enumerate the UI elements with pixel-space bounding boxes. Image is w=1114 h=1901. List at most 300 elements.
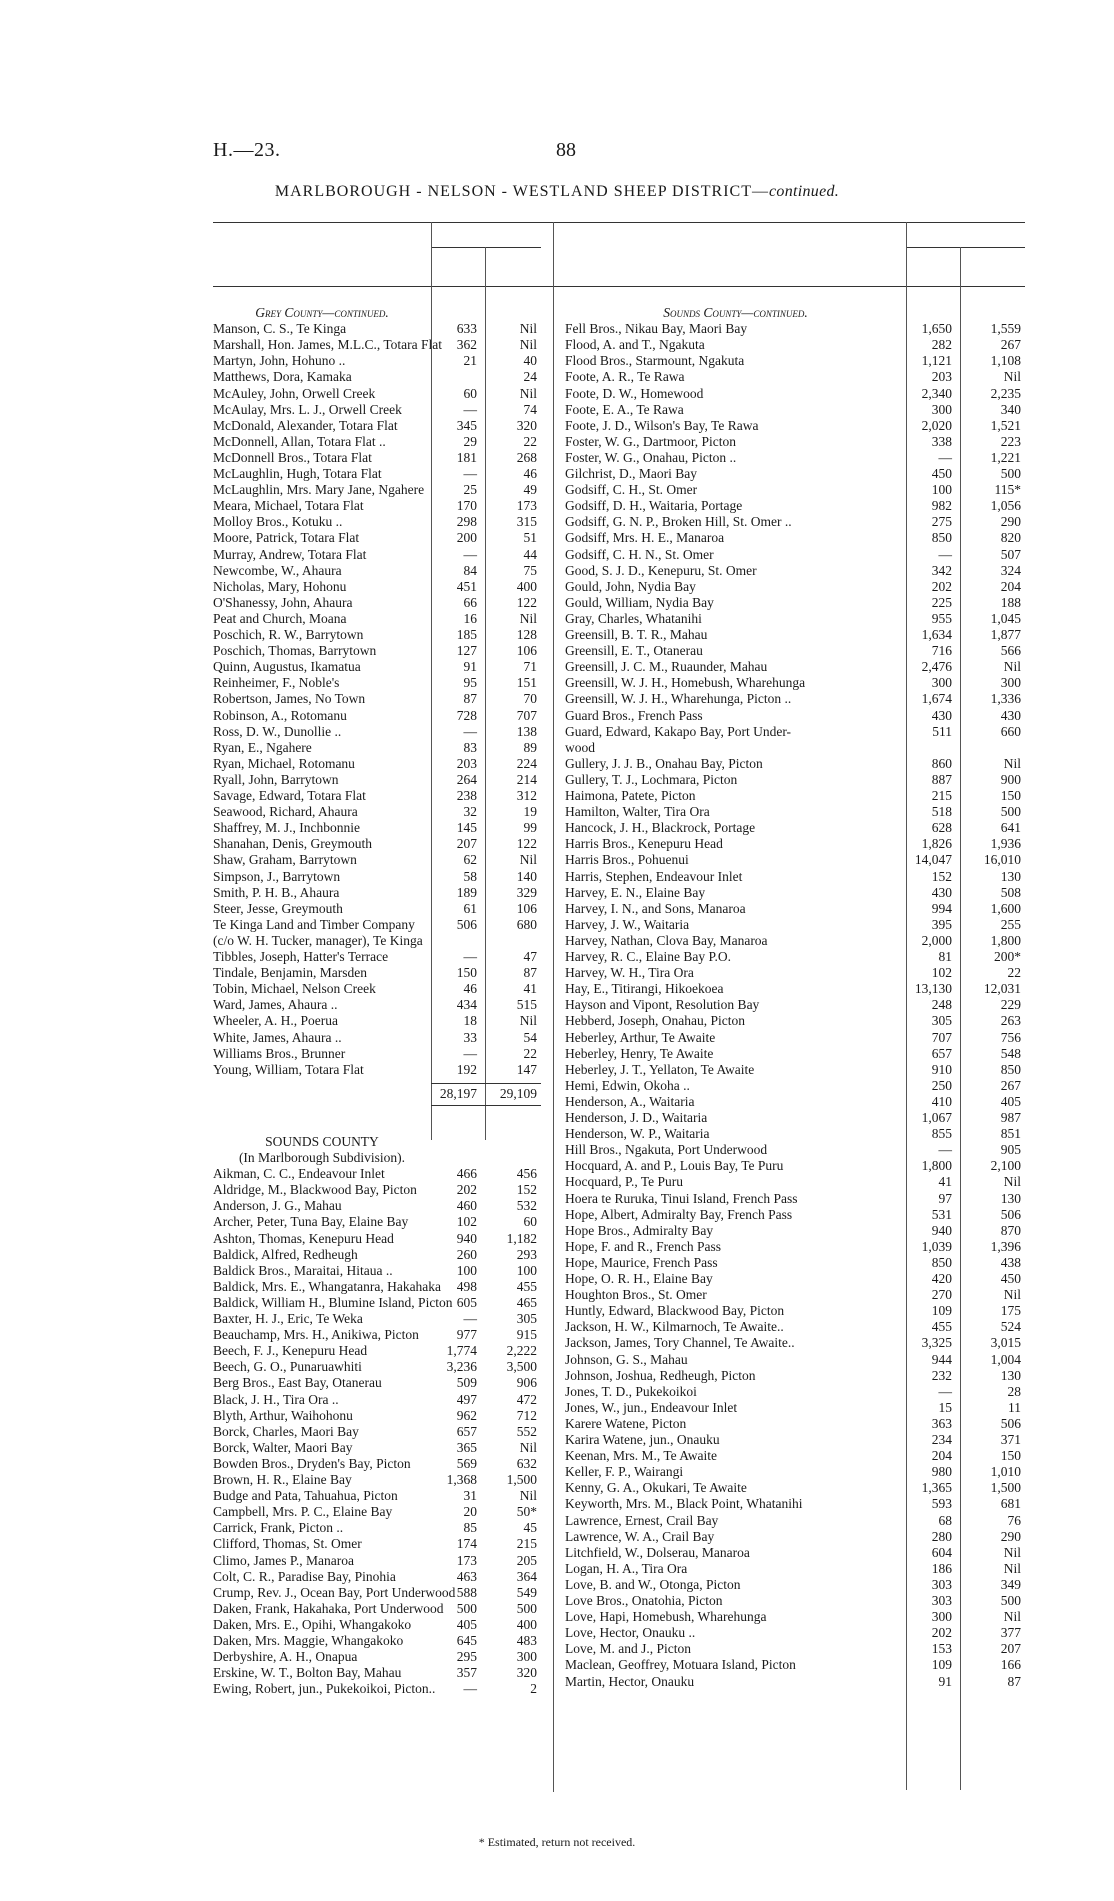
- table-row: [565, 1335, 1025, 1351]
- table-row: [565, 386, 1025, 402]
- row-name: Gilchrist, D., Maori Bay: [565, 466, 697, 481]
- row-name: Moore, Patrick, Totara Flat: [213, 530, 360, 546]
- row-sheep-1914: 186: [931, 1560, 952, 1576]
- row-name: Karere Watene, Picton: [565, 1415, 687, 1431]
- row-name: Guard Bros., French Pass: [565, 707, 703, 723]
- row-name: Hope, F. and R., French Pass: [565, 1238, 722, 1254]
- row-name: Hemi, Edwin, Okoha ..: [565, 1077, 690, 1093]
- row-sheep-1914: 300: [931, 675, 952, 691]
- row-sheep-1915: 1,045: [990, 610, 1021, 626]
- row-sheep-1914: 150: [456, 965, 477, 981]
- table-row: [213, 1569, 541, 1585]
- row-name: Seawood, Richard, Ahaura: [213, 804, 358, 820]
- row-name: Ross, D. W., Dunollie ..: [213, 723, 342, 739]
- row-sheep-1914: 303: [931, 1593, 952, 1608]
- row-name: Beech, G. O., Punaruawhiti: [213, 1359, 362, 1375]
- row-sheep-1915: 150: [1000, 1448, 1021, 1464]
- row-name: Brown, H. R., Elaine Bay: [213, 1472, 352, 1487]
- row-name: Shaw, Graham, Barrytown: [213, 852, 357, 868]
- row-sheep-1915: 267: [1000, 337, 1021, 353]
- row-sheep-1915: Nil: [1003, 369, 1021, 385]
- row-sheep-1914: 430: [931, 707, 952, 723]
- row-name: Greensill, J. C. M., Ruaunder, Mahau: [565, 659, 768, 675]
- row-sheep-1915: Nil: [1003, 1560, 1021, 1576]
- row-name: Heberley, Henry, Te Awaite: [565, 1045, 714, 1061]
- row-sheep-1915: 405: [1000, 1093, 1021, 1109]
- table-row: [565, 434, 1025, 450]
- table-row: [565, 369, 1025, 385]
- row-sheep-1915: 2,100: [990, 1158, 1021, 1174]
- row-sheep-1914: 657: [931, 1045, 952, 1061]
- row-name: Harvey, J. W., Waitaria: [565, 916, 690, 932]
- row-sheep-1915: 263: [1000, 1013, 1021, 1029]
- row-sheep-1914: 531: [931, 1206, 952, 1222]
- row-sheep-1914: 500: [456, 1600, 477, 1616]
- row-sheep-1914: 395: [931, 916, 952, 932]
- row-name: Logan, H. A., Tira Ora: [565, 1560, 688, 1576]
- table-row: [213, 418, 541, 434]
- table-row: [565, 1239, 1025, 1255]
- row-sheep-1914: 2,020: [921, 417, 952, 433]
- table-row: [213, 1504, 541, 1520]
- row-sheep-1915: 377: [1000, 1625, 1021, 1641]
- row-sheep-1914: 200: [456, 530, 477, 546]
- row-sheep-1914: 604: [931, 1544, 952, 1560]
- row-sheep-1915: 22: [1007, 965, 1021, 981]
- row-sheep-1914: 13,130: [914, 981, 952, 997]
- row-sheep-1914: —: [463, 546, 477, 562]
- row-sheep-1915: Nil: [519, 321, 537, 337]
- table-row: [213, 1343, 541, 1359]
- row-name: Matthews, Dora, Kamaka: [213, 369, 352, 385]
- table-row: [565, 627, 1025, 643]
- table-row: [213, 1030, 541, 1046]
- row-sheep-1914: 207: [456, 836, 477, 852]
- row-sheep-1915: 130: [1000, 1367, 1021, 1383]
- row-sheep-1915: 1,004: [990, 1351, 1021, 1367]
- row-sheep-1914: 1,039: [921, 1238, 952, 1254]
- row-name: McLaughlin, Hugh, Totara Flat: [213, 466, 382, 481]
- row-sheep-1914: 450: [931, 466, 952, 481]
- table-row: [565, 740, 1025, 756]
- table-row: [213, 530, 541, 546]
- row-name: Foote, J. D., Wilson's Bay, Te Rawa: [565, 417, 759, 433]
- rule-horizontal: [431, 1083, 541, 1084]
- row-sheep-1914: 944: [931, 1351, 952, 1367]
- table-row: [565, 1577, 1025, 1593]
- table-row: [213, 402, 541, 418]
- row-sheep-1914: 282: [931, 337, 952, 353]
- row-sheep-1914: 451: [456, 578, 477, 594]
- row-name: Hope, O. R. H., Elaine Bay: [565, 1271, 713, 1286]
- table-row: [213, 852, 541, 868]
- row-sheep-1915: 756: [1000, 1029, 1021, 1045]
- row-name: Carrick, Frank, Picton ..: [213, 1520, 344, 1536]
- row-sheep-1915: 430: [1000, 707, 1021, 723]
- title-main: MARLBOROUGH - NELSON - WESTLAND SHEEP DISTRICT—: [274, 183, 769, 200]
- footnote: * Estimated, return not received.: [478, 1835, 636, 1849]
- table-row: [565, 724, 1025, 740]
- row-sheep-1914: 145: [456, 820, 477, 836]
- row-sheep-1915: 3,500: [506, 1359, 537, 1375]
- row-sheep-1914: 202: [931, 1625, 952, 1641]
- row-sheep-1915: 60: [523, 1214, 537, 1230]
- row-name: Martyn, John, Hohuno ..: [213, 353, 346, 369]
- row-sheep-1914: 215: [931, 788, 952, 803]
- row-name: Keller, F. P., Wairangi: [565, 1464, 684, 1480]
- row-sheep-1915: 12,031: [983, 981, 1021, 997]
- row-name: Foote, E. A., Te Rawa: [565, 401, 684, 417]
- row-name: (c/o W. H. Tucker, manager), Te Kinga: [213, 932, 423, 948]
- table-row: [565, 1207, 1025, 1223]
- row-sheep-1915: 140: [516, 868, 537, 884]
- table-row: [565, 1255, 1025, 1271]
- row-sheep-1915: 1,936: [990, 836, 1021, 852]
- row-sheep-1915: 100: [516, 1262, 537, 1278]
- row-sheep-1915: 1,559: [990, 321, 1021, 337]
- table-row: [565, 885, 1025, 901]
- table-row: [213, 482, 541, 498]
- row-sheep-1914: 463: [456, 1568, 477, 1584]
- row-sheep-1914: —: [463, 1681, 477, 1697]
- row-sheep-1914: —: [938, 1142, 952, 1158]
- row-name: Johnson, Joshua, Redheugh, Picton: [565, 1367, 756, 1383]
- table-row: [213, 337, 541, 353]
- row-sheep-1915: 549: [516, 1584, 537, 1600]
- row-name: Harris, Stephen, Endeavour Inlet: [565, 868, 743, 884]
- row-name: White, James, Ahaura ..: [213, 1029, 342, 1045]
- row-name: Bowden Bros., Dryden's Bay, Picton: [213, 1455, 411, 1471]
- table-row: [213, 611, 541, 627]
- table-row: [565, 917, 1025, 933]
- row-name: Wheeler, A. H., Poerua: [213, 1013, 339, 1029]
- row-sheep-1915: 41: [523, 981, 537, 997]
- table-row: [213, 901, 541, 917]
- table-row: [565, 1641, 1025, 1657]
- row-name: Gullery, T. J., Lochmara, Picton: [565, 771, 738, 787]
- row-name: Climo, James P., Manaroa: [213, 1552, 354, 1568]
- row-sheep-1915: 507: [1000, 546, 1021, 562]
- row-name: Harvey, W. H., Tira Ora: [565, 965, 694, 981]
- row-name: Baldick Bros., Maraitai, Hitaua ..: [213, 1262, 393, 1278]
- row-sheep-1915: 128: [516, 627, 537, 642]
- row-sheep-1915: 200*: [994, 949, 1021, 964]
- table-row: [565, 1142, 1025, 1158]
- table-row: [565, 1513, 1025, 1529]
- row-sheep-1915: 707: [516, 707, 537, 723]
- row-name: Foote, A. R., Te Rawa: [565, 369, 685, 385]
- row-sheep-1915: Nil: [519, 1013, 537, 1029]
- table-row: [213, 1263, 541, 1279]
- row-name: Flood Bros., Starmount, Ngakuta: [565, 353, 745, 369]
- row-sheep-1914: 189: [456, 884, 477, 900]
- table-row: [565, 1191, 1025, 1207]
- table-row: [565, 1126, 1025, 1142]
- row-name: Aldridge, M., Blackwood Bay, Picton: [213, 1182, 417, 1198]
- table-row: [213, 1359, 541, 1375]
- row-name: Hocquard, P., Te Puru: [565, 1174, 684, 1190]
- table-row: [213, 321, 541, 337]
- table-row: [565, 804, 1025, 820]
- table-row: [565, 836, 1025, 852]
- table-row: [213, 691, 541, 707]
- row-sheep-1915: 74: [523, 401, 537, 417]
- row-sheep-1914: 250: [931, 1077, 952, 1093]
- row-name: Harris Bros., Pohuenui: [565, 852, 689, 868]
- row-sheep-1914: 1,650: [921, 321, 952, 337]
- row-name: Hope, Albert, Admiralty Bay, French Pass: [565, 1206, 793, 1222]
- row-sheep-1914: 707: [931, 1029, 952, 1045]
- table-row: [213, 1046, 541, 1062]
- table-row: [565, 1110, 1025, 1126]
- row-sheep-1914: 434: [456, 997, 477, 1013]
- row-sheep-1915: 472: [516, 1391, 537, 1407]
- row-sheep-1915: 19: [523, 804, 537, 820]
- row-name: Jones, T. D., Pukekoikoi: [565, 1383, 697, 1399]
- row-name: O'Shanessy, John, Ahaura: [213, 594, 353, 610]
- row-sheep-1914: 345: [456, 417, 477, 433]
- row-name: Hay, E., Titirangi, Hikoekoea: [565, 981, 724, 997]
- table-row: [565, 1271, 1025, 1287]
- row-sheep-1914: 204: [931, 1448, 952, 1464]
- row-sheep-1915: 820: [1000, 530, 1021, 546]
- table-row: [213, 1633, 541, 1649]
- row-name: Foster, W. G., Dartmoor, Picton: [565, 433, 737, 449]
- table-row: [565, 1352, 1025, 1368]
- row-sheep-1915: 1,221: [990, 449, 1021, 465]
- row-sheep-1914: 203: [931, 369, 952, 385]
- row-name: Poschich, R. W., Barrytown: [213, 627, 364, 642]
- row-sheep-1914: 68: [938, 1512, 952, 1528]
- table-row: [213, 1536, 541, 1552]
- row-sheep-1915: 1,396: [990, 1238, 1021, 1254]
- row-sheep-1914: 97: [938, 1190, 952, 1206]
- row-sheep-1915: 115*: [994, 482, 1021, 498]
- row-sheep-1915: Nil: [519, 1488, 537, 1504]
- row-sheep-1915: 51: [523, 530, 537, 546]
- row-sheep-1914: 31: [463, 1488, 477, 1504]
- row-name: Hocquard, A. and P., Louis Bay, Te Puru: [565, 1158, 784, 1174]
- table-row: [565, 1013, 1025, 1029]
- row-sheep-1914: 365: [456, 1439, 477, 1455]
- row-sheep-1914: 518: [931, 804, 952, 820]
- table-row: [565, 1674, 1025, 1690]
- row-sheep-1915: 1,336: [990, 691, 1021, 707]
- table-row: [565, 1062, 1025, 1078]
- table-row: [213, 1681, 541, 1697]
- table-row: [565, 933, 1025, 949]
- row-sheep-1914: 569: [456, 1455, 477, 1471]
- row-sheep-1915: Nil: [1003, 1174, 1021, 1190]
- row-sheep-1915: 483: [516, 1633, 537, 1648]
- row-sheep-1915: 315: [516, 514, 537, 530]
- row-sheep-1914: —: [463, 401, 477, 417]
- row-name: Daken, Mrs. E., Opihi, Whangakoko: [213, 1616, 412, 1632]
- row-name: Beech, F. J., Kenepuru Head: [213, 1343, 368, 1359]
- row-sheep-1915: 515: [516, 997, 537, 1013]
- row-sheep-1915: 138: [516, 723, 537, 739]
- row-sheep-1915: 506: [1000, 1206, 1021, 1222]
- row-sheep-1914: 300: [931, 1609, 952, 1625]
- row-sheep-1914: 305: [931, 1013, 952, 1029]
- table-row: [213, 1601, 541, 1617]
- table-row: [565, 1174, 1025, 1190]
- table-row: [213, 1649, 541, 1665]
- row-sheep-1914: 152: [931, 868, 952, 884]
- table-row: [213, 1392, 541, 1408]
- row-sheep-1914: 181: [456, 449, 477, 465]
- row-sheep-1915: 3,015: [990, 1335, 1021, 1351]
- table-row: [213, 1375, 541, 1391]
- table-row: [213, 498, 541, 514]
- row-sheep-1915: 2: [530, 1681, 537, 1697]
- row-sheep-1915: 508: [1000, 884, 1021, 900]
- row-name: Williams Bros., Brunner: [213, 1045, 346, 1061]
- row-name: Keyworth, Mrs. M., Black Point, Whatanihi: [565, 1496, 803, 1512]
- row-sheep-1915: 70: [523, 691, 537, 707]
- row-sheep-1915: 44: [523, 546, 537, 562]
- sounds-county-subheading: (In Marlborough Subdivision).: [238, 1150, 406, 1165]
- row-name: Love Bros., Onatohia, Picton: [565, 1593, 723, 1608]
- row-name: Greensill, B. T. R., Mahau: [565, 627, 708, 642]
- row-sheep-1914: 980: [931, 1464, 952, 1480]
- row-sheep-1914: 102: [456, 1214, 477, 1230]
- row-sheep-1914: 18: [463, 1013, 477, 1029]
- row-sheep-1914: 460: [456, 1198, 477, 1214]
- row-sheep-1915: 450: [1000, 1271, 1021, 1286]
- row-sheep-1915: 214: [516, 771, 537, 787]
- table-row: [565, 772, 1025, 788]
- row-name: Erskine, W. T., Bolton Bay, Mahau: [213, 1665, 402, 1681]
- row-sheep-1915: 500: [1000, 1593, 1021, 1608]
- table-row: [213, 1488, 541, 1504]
- row-sheep-1914: 962: [456, 1407, 477, 1423]
- row-name: Gullery, J. J. B., Onahau Bay, Picton: [565, 755, 763, 771]
- row-sheep-1914: 645: [456, 1633, 477, 1648]
- row-sheep-1915: 76: [1007, 1512, 1021, 1528]
- row-name: Hoera te Ruruka, Tinui Island, French Pass: [565, 1190, 798, 1206]
- row-sheep-1915: 681: [1000, 1496, 1021, 1512]
- row-name: Robertson, James, No Town: [213, 691, 366, 707]
- row-name: Hayson and Vipont, Resolution Bay: [565, 997, 760, 1013]
- row-name: Berg Bros., East Bay, Otanerau: [213, 1375, 382, 1391]
- row-sheep-1914: 91: [463, 659, 477, 675]
- row-sheep-1915: 400: [516, 578, 537, 594]
- row-name: Henderson, W. P., Waitaria: [565, 1126, 710, 1142]
- row-name: Good, S. J. D., Kenepuru, St. Omer: [565, 562, 757, 578]
- row-sheep-1915: 324: [1000, 562, 1021, 578]
- table-row: [565, 482, 1025, 498]
- table-row: [213, 1214, 541, 1230]
- row-name: Tindale, Benjamin, Marsden: [213, 965, 367, 981]
- row-sheep-1915: 320: [516, 417, 537, 433]
- table-row: [213, 804, 541, 820]
- row-sheep-1914: 153: [931, 1641, 952, 1657]
- row-sheep-1915: 188: [1000, 594, 1021, 610]
- row-sheep-1915: 40: [523, 353, 537, 369]
- row-name: Tobin, Michael, Nelson Creek: [213, 981, 376, 997]
- table-row: [213, 869, 541, 885]
- row-sheep-1915: 364: [516, 1568, 537, 1584]
- row-name: Maclean, Geoffrey, Motuara Island, Picton: [565, 1657, 796, 1673]
- row-sheep-1915: 340: [1000, 401, 1021, 417]
- row-sheep-1914: 81: [938, 949, 952, 964]
- table-row: [565, 1303, 1025, 1319]
- row-sheep-1914: 1,067: [921, 1110, 952, 1125]
- table-row: [213, 1013, 541, 1029]
- row-name: Ryall, John, Barrytown: [213, 771, 339, 787]
- row-name: Hope Bros., Admiralty Bay: [565, 1222, 714, 1238]
- row-sheep-1914: 511: [932, 723, 952, 739]
- row-name: Johnson, G. S., Mahau: [565, 1351, 688, 1367]
- table-row: [213, 1198, 541, 1214]
- row-name: Lawrence, Ernest, Crail Bay: [565, 1512, 719, 1528]
- row-sheep-1915: Nil: [519, 1439, 537, 1455]
- row-name: Budge and Pata, Tahuahua, Picton: [213, 1488, 398, 1504]
- row-sheep-1915: 229: [1000, 997, 1021, 1013]
- row-name: Hancock, J. H., Blackrock, Portage: [565, 820, 756, 836]
- row-sheep-1915: 905: [1000, 1142, 1021, 1158]
- row-sheep-1915: 1,800: [990, 932, 1021, 948]
- table-row: [213, 627, 541, 643]
- row-sheep-1914: 14,047: [914, 852, 952, 868]
- row-sheep-1915: 900: [1000, 771, 1021, 787]
- table-row: [213, 563, 541, 579]
- table-row: [565, 1496, 1025, 1512]
- row-name: Smith, P. H. B., Ahaura: [213, 884, 340, 900]
- row-sheep-1915: Nil: [1003, 659, 1021, 675]
- row-sheep-1914: 940: [456, 1230, 477, 1246]
- row-sheep-1914: 657: [456, 1423, 477, 1439]
- row-sheep-1915: 506: [1000, 1415, 1021, 1431]
- row-name: Te Kinga Land and Timber Company: [213, 916, 415, 932]
- table-row: [565, 1464, 1025, 1480]
- row-name: McDonnell, Allan, Totara Flat ..: [213, 433, 386, 449]
- table-row: [213, 1456, 541, 1472]
- row-sheep-1915: 438: [1000, 1254, 1021, 1270]
- row-name: Harvey, E. N., Elaine Bay: [565, 884, 706, 900]
- row-name: Ewing, Robert, jun., Pukekoikoi, Picton..: [213, 1681, 436, 1697]
- sounds-county-continued-heading: Sounds County—continued.: [663, 305, 808, 320]
- table-row: [213, 772, 541, 788]
- row-name: Colt, C. R., Paradise Bay, Pinohia: [213, 1568, 396, 1584]
- table-row: [213, 820, 541, 836]
- row-sheep-1915: Nil: [1003, 1609, 1021, 1625]
- row-sheep-1915: 268: [516, 449, 537, 465]
- row-name: Young, William, Totara Flat: [213, 1061, 364, 1077]
- row-sheep-1915: 151: [516, 675, 537, 691]
- table-row: [213, 885, 541, 901]
- table-row: [213, 756, 541, 772]
- row-name: Gould, William, Nydia Bay: [565, 594, 714, 610]
- row-sheep-1914: 1,365: [921, 1480, 952, 1496]
- row-name: Godsiff, C. H. N., St. Omer: [565, 546, 714, 562]
- table-row: [565, 579, 1025, 595]
- table-row: [565, 595, 1025, 611]
- row-sheep-1914: 342: [931, 562, 952, 578]
- row-sheep-1914: 994: [931, 900, 952, 916]
- rule-horizontal: [431, 1105, 541, 1106]
- row-sheep-1915: 500: [1000, 804, 1021, 820]
- row-name: Harvey, I. N., and Sons, Manaroa: [565, 900, 746, 916]
- row-sheep-1914: —: [938, 1383, 952, 1399]
- row-name: Jackson, H. W., Kilmarnoch, Te Awaite..: [565, 1319, 784, 1335]
- table-row: [565, 450, 1025, 466]
- table-row: [213, 1182, 541, 1198]
- row-name: McDonnell Bros., Totara Flat: [213, 449, 372, 465]
- table-row: [213, 740, 541, 756]
- row-name: Fell Bros., Nikau Bay, Maori Bay: [565, 321, 748, 337]
